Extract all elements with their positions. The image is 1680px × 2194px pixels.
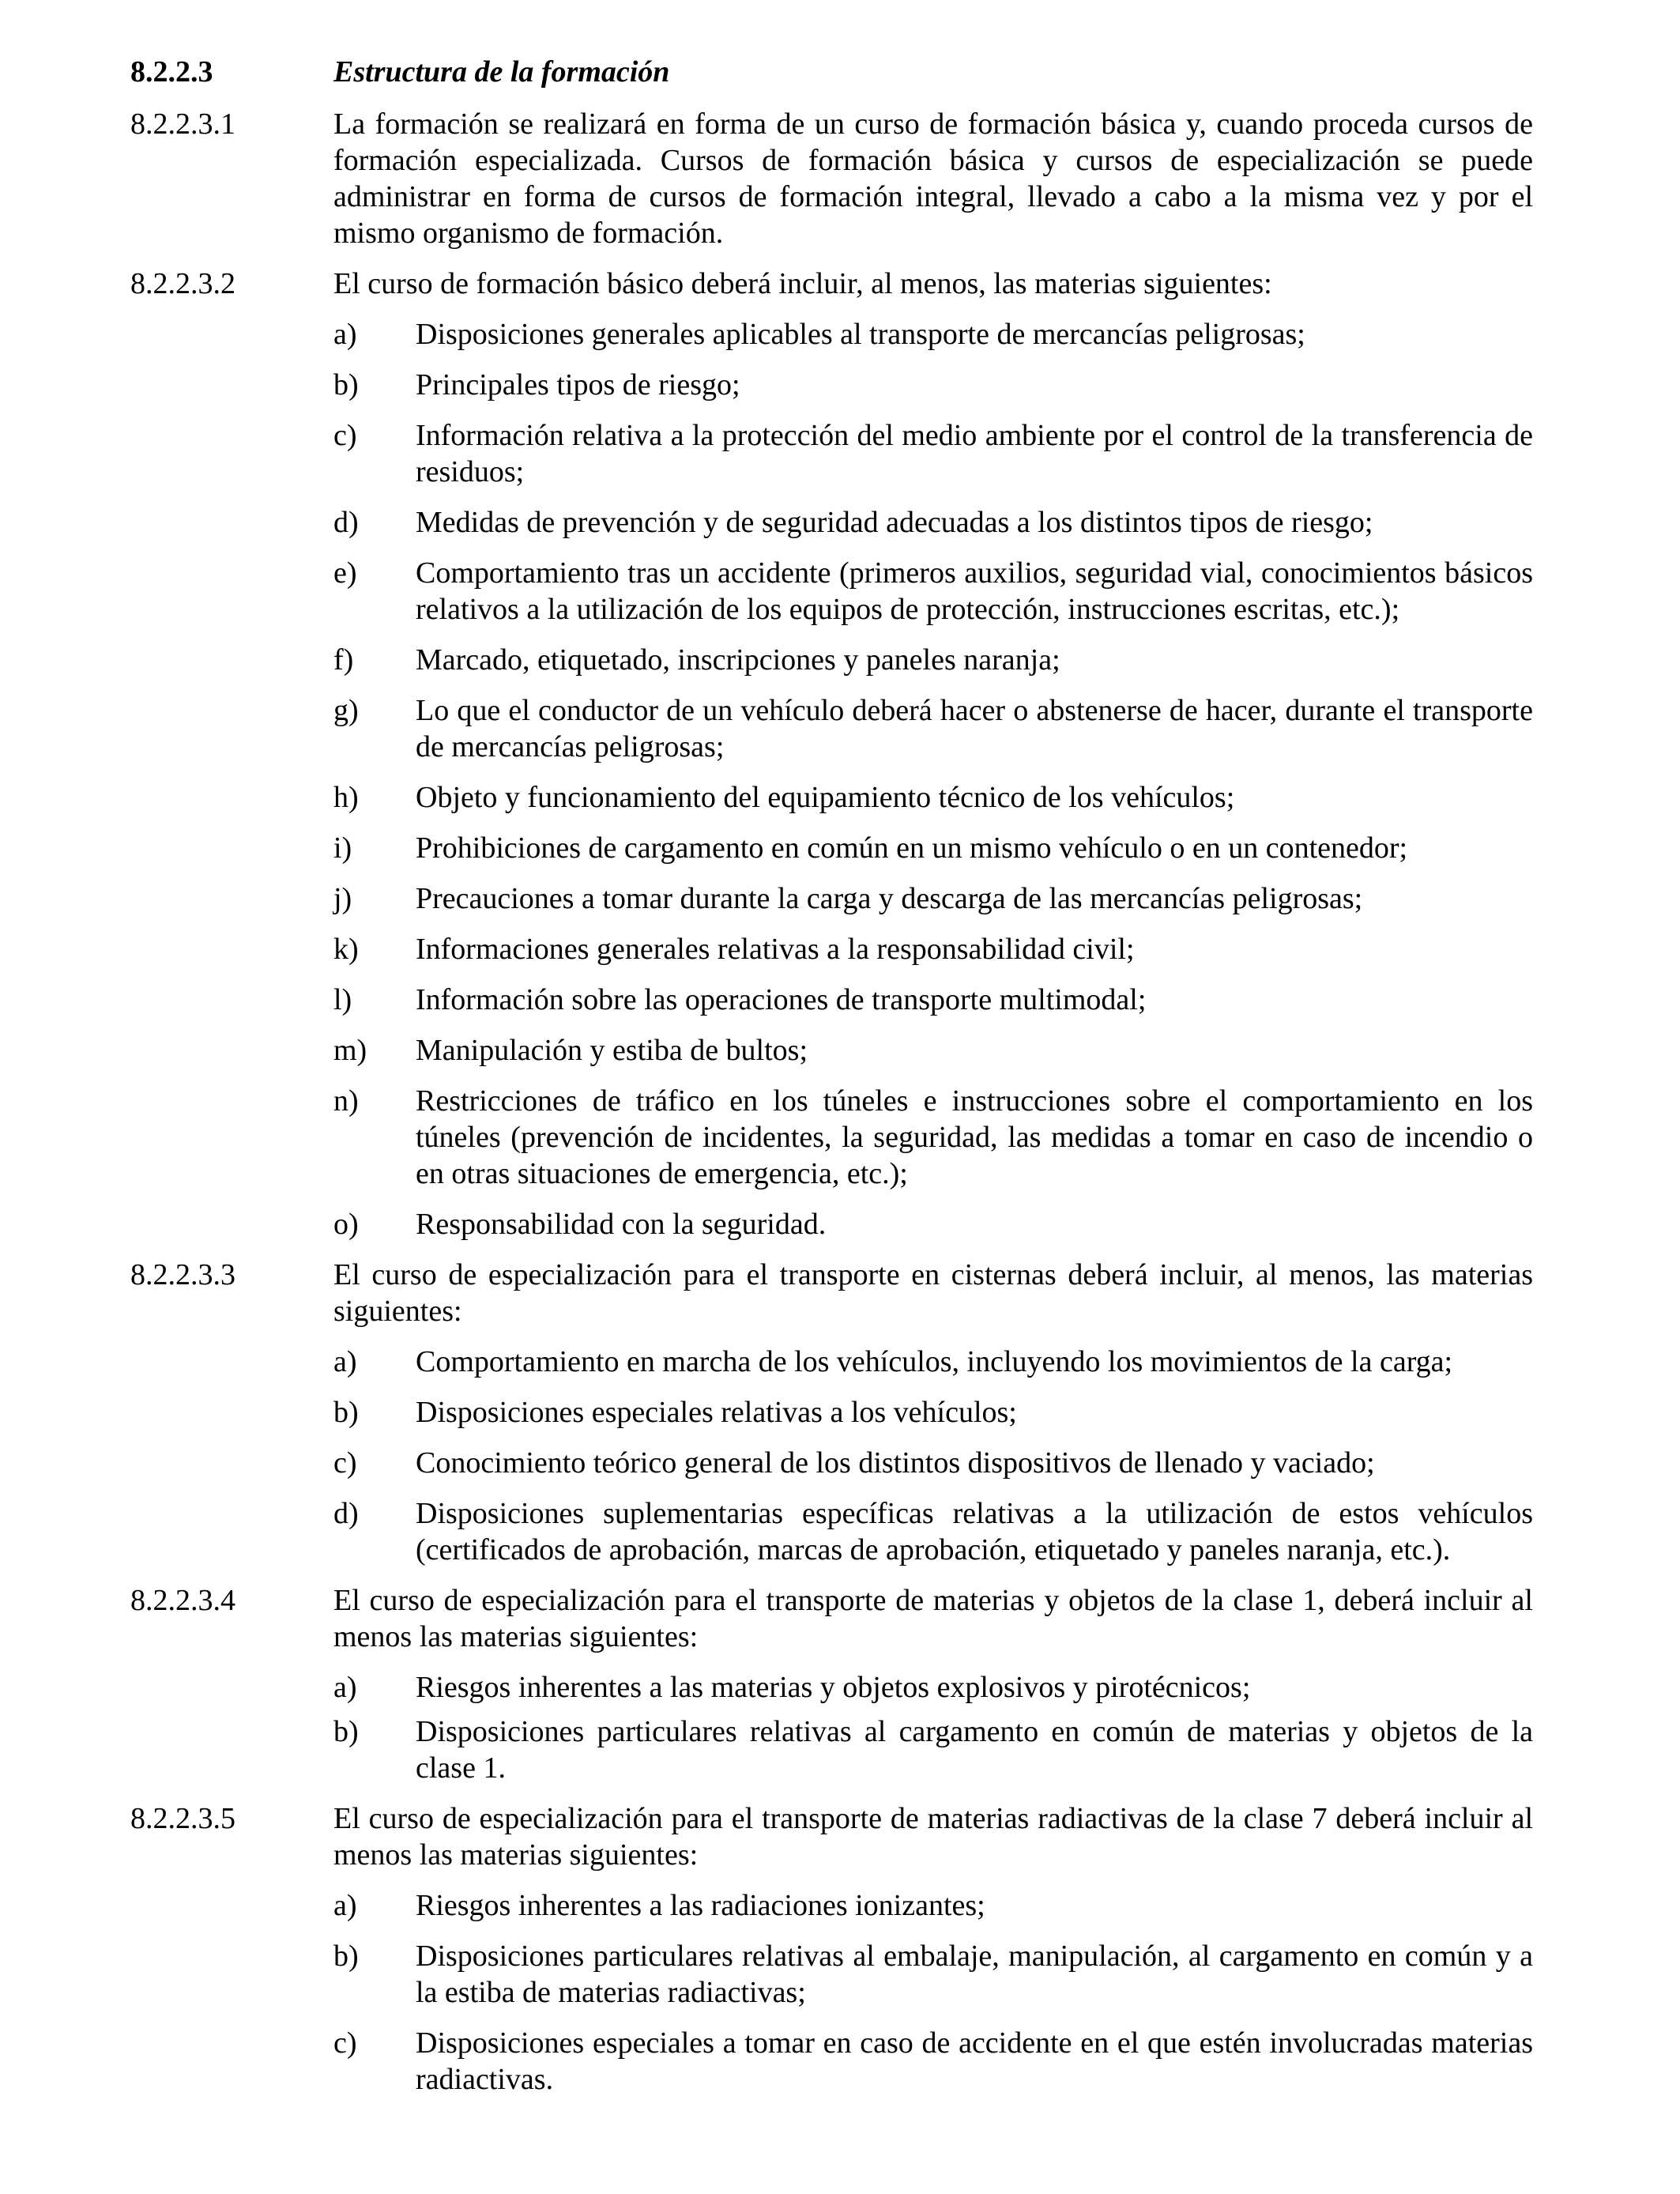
list-item: [333, 504, 1533, 541]
item-letter: d): [333, 1497, 359, 1530]
item-text: Disposiciones especiales a tomar en caso de accidente en el que estén involucradas materias radiactivas.: [416, 2026, 1533, 2096]
list-item: [333, 316, 1533, 352]
paragraph-text: El curso de especialización para el transporte de materias y objetos de la clase 1, deberá incluir al menos las materias siguientes:: [333, 1584, 1533, 1653]
item-letter: c): [333, 2026, 357, 2060]
item-list: [333, 1344, 1533, 1568]
item-letter: b): [333, 368, 359, 401]
paragraph: [130, 106, 1533, 251]
item-text: Disposiciones suplementarias específicas relativas a la utilización de estos vehículos (certificados de aprobación, marcas de aprobación, etiquetado y paneles naranja, etc.).: [416, 1497, 1533, 1566]
item-text: Lo que el conductor de un vehículo deberá hacer o abstenerse de hacer, durante el transporte de mercancías peligrosas;: [416, 694, 1533, 763]
item-text: Objeto y funcionamiento del equipamiento técnico de los vehículos;: [416, 781, 1235, 814]
item-letter: k): [333, 933, 359, 966]
item-letter: a): [333, 318, 357, 351]
item-text: Marcado, etiquetado, inscripciones y paneles naranja;: [416, 643, 1060, 677]
p3-block: [130, 1257, 1533, 1568]
item-text: Disposiciones especiales relativas a los vehículos;: [416, 1396, 1017, 1429]
list-item: [333, 642, 1533, 678]
item-letter: h): [333, 781, 359, 814]
item-letter: n): [333, 1084, 359, 1118]
document-page: [130, 54, 1533, 2112]
item-text: Riesgos inherentes a las materias y objetos explosivos y pirotécnicos;: [416, 1671, 1251, 1704]
item-letter: b): [333, 1940, 359, 1973]
item-text: Principales tipos de riesgo;: [416, 368, 740, 401]
paragraph: [130, 1582, 1533, 1655]
paragraph-number: 8.2.2.3.5: [130, 1802, 235, 1835]
list-item: [333, 1083, 1533, 1192]
item-list: [333, 1669, 1533, 1786]
list-item: [333, 1938, 1533, 2011]
list-item: [333, 779, 1533, 816]
p2-block: [130, 266, 1533, 1242]
section-title: Estructura de la formación: [333, 55, 670, 89]
p1-block: [130, 106, 1533, 251]
list-item: [333, 417, 1533, 490]
paragraph: [130, 1800, 1533, 1873]
list-item: [333, 1445, 1533, 1481]
item-letter: a): [333, 1889, 357, 1922]
item-letter: o): [333, 1208, 359, 1241]
list-item: [333, 830, 1533, 866]
list-item: [333, 931, 1533, 967]
item-list: [333, 1887, 1533, 2098]
list-item: [333, 982, 1533, 1018]
item-text: Manipulación y estiba de bultos;: [416, 1034, 808, 1067]
item-letter: c): [333, 1446, 357, 1480]
item-text: Informaciones generales relativas a la responsabilidad civil;: [416, 933, 1135, 966]
section-number: 8.2.2.3: [130, 55, 213, 89]
item-letter: e): [333, 556, 357, 590]
list-item: [333, 880, 1533, 917]
item-letter: b): [333, 1715, 359, 1748]
paragraph-number: 8.2.2.3.2: [130, 267, 235, 300]
item-text: Conocimiento teórico general de los distintos dispositivos de llenado y vaciado;: [416, 1446, 1375, 1480]
item-text: Riesgos inherentes a las radiaciones ionizantes;: [416, 1889, 985, 1922]
item-text: Restricciones de tráfico en los túneles e instrucciones sobre el comportamiento en los túneles (prevención de incidentes, la seguridad, las medidas a tomar en caso de incendio o en otras situaciones de emergencia, etc.);: [416, 1084, 1533, 1190]
list-item: [333, 1344, 1533, 1380]
item-text: Disposiciones generales aplicables al transporte de mercancías peligrosas;: [416, 318, 1305, 351]
item-letter: a): [333, 1345, 357, 1378]
item-text: Medidas de prevención y de seguridad adecuadas a los distintos tipos de riesgo;: [416, 506, 1373, 539]
list-item: [333, 555, 1533, 628]
item-text: Responsabilidad con la seguridad.: [416, 1208, 827, 1241]
paragraph-number: 8.2.2.3.1: [130, 107, 235, 141]
paragraph-number: 8.2.2.3.3: [130, 1258, 235, 1291]
list-item: [333, 367, 1533, 403]
list-item: [333, 1394, 1533, 1431]
item-letter: i): [333, 831, 352, 865]
paragraph: [130, 266, 1533, 302]
paragraph: [130, 1257, 1533, 1329]
item-letter: j): [333, 882, 352, 915]
item-list: [333, 316, 1533, 1242]
item-text: Comportamiento tras un accidente (primeros auxilios, seguridad vial, conocimientos básicos relativos a la utilización de los equipos de protección, instrucciones escritas, etc.);: [416, 556, 1533, 626]
item-letter: b): [333, 1396, 359, 1429]
item-text: Información sobre las operaciones de transporte multimodal;: [416, 983, 1147, 1016]
paragraph-text: La formación se realizará en forma de un curso de formación básica y, cuando proceda cursos de formación especializada. Cursos de formación básica y cursos de especialización se puede administrar en forma de cursos de formación integral, llevado a cabo a la misma vez y por el mismo organismo de formación.: [333, 107, 1533, 250]
item-text: Precauciones a tomar durante la carga y descarga de las mercancías peligrosas;: [416, 882, 1363, 915]
list-item: [333, 1206, 1533, 1242]
list-item: [333, 1669, 1533, 1706]
paragraph-number: 8.2.2.3.4: [130, 1584, 235, 1617]
paragraph-text: El curso de especialización para el transporte de materias radiactivas de la clase 7 deberá incluir al menos las materias siguientes:: [333, 1802, 1533, 1872]
item-text: Comportamiento en marcha de los vehículos, incluyendo los movimientos de la carga;: [416, 1345, 1453, 1378]
list-item: [333, 1887, 1533, 1924]
section-heading: [130, 54, 1533, 90]
paragraph-text: El curso de formación básico deberá incluir, al menos, las materias siguientes:: [333, 267, 1272, 300]
item-letter: f): [333, 643, 354, 677]
list-item: [333, 692, 1533, 765]
item-text: Prohibiciones de cargamento en común en un mismo vehículo o en un contenedor;: [416, 831, 1408, 865]
list-item: [333, 1495, 1533, 1568]
p4-block: [130, 1582, 1533, 1786]
item-text: Información relativa a la protección del medio ambiente por el control de la transferencia de residuos;: [416, 419, 1533, 488]
list-item: [333, 1713, 1533, 1786]
list-item: [333, 2025, 1533, 2098]
item-letter: c): [333, 419, 357, 452]
item-text: Disposiciones particulares relativas al cargamento en común de materias y objetos de la clase 1.: [416, 1715, 1533, 1785]
item-text: Disposiciones particulares relativas al embalaje, manipulación, al cargamento en común y a la estiba de materias radiactivas;: [416, 1940, 1533, 2009]
paragraph-text: El curso de especialización para el transporte en cisternas deberá incluir, al menos, las materias siguientes:: [333, 1258, 1533, 1328]
item-letter: a): [333, 1671, 357, 1704]
item-letter: d): [333, 506, 359, 539]
item-letter: l): [333, 983, 352, 1016]
item-letter: g): [333, 694, 359, 727]
p5-block: [130, 1800, 1533, 2098]
item-letter: m): [333, 1034, 367, 1067]
list-item: [333, 1032, 1533, 1069]
